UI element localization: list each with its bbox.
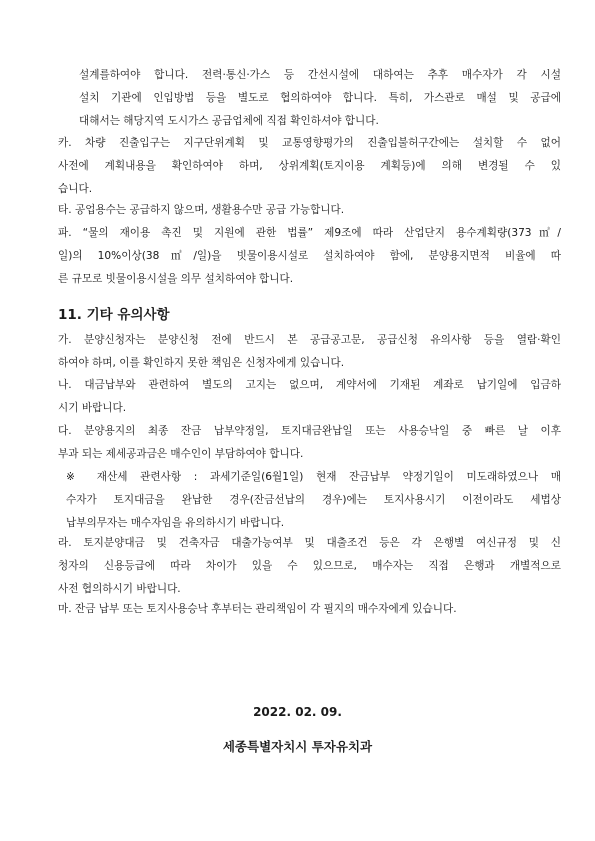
item-ga (58, 329, 561, 375)
section-heading: 11. 기타 유의사항 (58, 307, 170, 323)
item-ra (58, 532, 561, 600)
text-line: 습니다. (58, 182, 93, 195)
text-line: 나. 대금납부와 관련하여 별도의 고지는 없으며, 계약서에 기재된 계좌로 납기일에 입금하 (58, 379, 561, 391)
text-line: 청자의 신용등급에 따라 차이가 있을 수 있으므로, 매수자는 직접 은행과 개별적으로 (58, 559, 561, 572)
text-line: 타. 공업용수는 공급하지 않으며, 생활용수만 공급 가능합니다. (58, 204, 345, 216)
text-line: 가. 분양신청자는 분양신청 전에 반드시 본 공급공고문, 공급신청 유의사항 등을 열람·확인 (58, 334, 561, 346)
text-line: 라. 토지분양대금 및 건축자금 대출가능여부 및 대출조건 등은 각 은행별 여신규정 및 신 (58, 537, 561, 549)
text-line: 사전 협의하시기 바랍니다. (58, 582, 181, 595)
text-line: 사전에 계획내용을 확인하여야 하며, 상위계획(토지이용 계획등)에 의해 변경될 수 있 (58, 159, 561, 172)
text-line: 부과 되는 제세공과금은 매수인이 부담하여야 합니다. (58, 447, 304, 460)
text-line: 설치 기관에 인입방법 등을 별도로 협의하여야 합니다. 특히, 가스관로 매설 및 공급에 (79, 91, 561, 104)
text-line: 다. 분양용지의 최종 잔금 납부약정일, 토지대금완납일 또는 사용승낙일 중 빠른 날 이후 (58, 425, 561, 437)
text-line: 른 규모로 빗물이용시설을 의무 설치하여야 합니다. (58, 272, 294, 285)
item-na (58, 374, 561, 420)
item-da (58, 420, 561, 466)
text-line: 파. “물의 재이용 촉진 및 지원에 관한 법률” 제9조에 따라 산업단지 용수계획량(373㎥/ (58, 227, 561, 239)
text-line: 마. 잔금 납부 또는 토지사용승낙 후부터는 관리책임이 각 필지의 매수자에게 있습니다. (58, 603, 457, 615)
document-date: 2022. 02. 09. (253, 705, 342, 719)
item-ta (58, 199, 561, 222)
text-line: 대해서는 해당지역 도시가스 공급업체에 직접 확인하셔야 합니다. (79, 114, 379, 127)
text-line: 수자가 토지대금을 완납한 경우(잔금선납의 경우)에는 토지사용시기 이전이라도 세법상 (66, 493, 561, 506)
text-line: 일)의 10%이상(38㎥/일)을 빗물이용시설로 설치하여야 함에, 분양용지면적 비율에 따 (58, 249, 561, 262)
item-ka (58, 132, 561, 200)
tax-note (66, 466, 561, 534)
issuing-organization: 세종특별자치시 투자유치과 (222, 739, 373, 754)
text-line: 납부의무자는 매수자임을 유의하시기 바랍니다. (66, 516, 285, 529)
text-line: 카. 차량 진출입구는 지구단위계획 및 교통영향평가의 진출입불허구간에는 설치할 수 없어 (58, 137, 561, 149)
item-pa (58, 222, 561, 290)
text-line: 시기 바랍니다. (58, 401, 127, 414)
item-ma (58, 598, 561, 621)
text-line: ※ 재산세 관련사항 : 과세기준일(6월1일) 현재 잔금납부 약정기일이 미도래하였으나 매 (66, 471, 561, 483)
continued-paragraph (58, 64, 561, 132)
text-line: 하여야 하며, 이를 확인하지 못한 책임은 신청자에게 있습니다. (58, 356, 345, 369)
text-line: 설계를하여야 합니다. 전력·통신·가스 등 간선시설에 대하여는 추후 매수자가 각 시설 (79, 69, 561, 81)
